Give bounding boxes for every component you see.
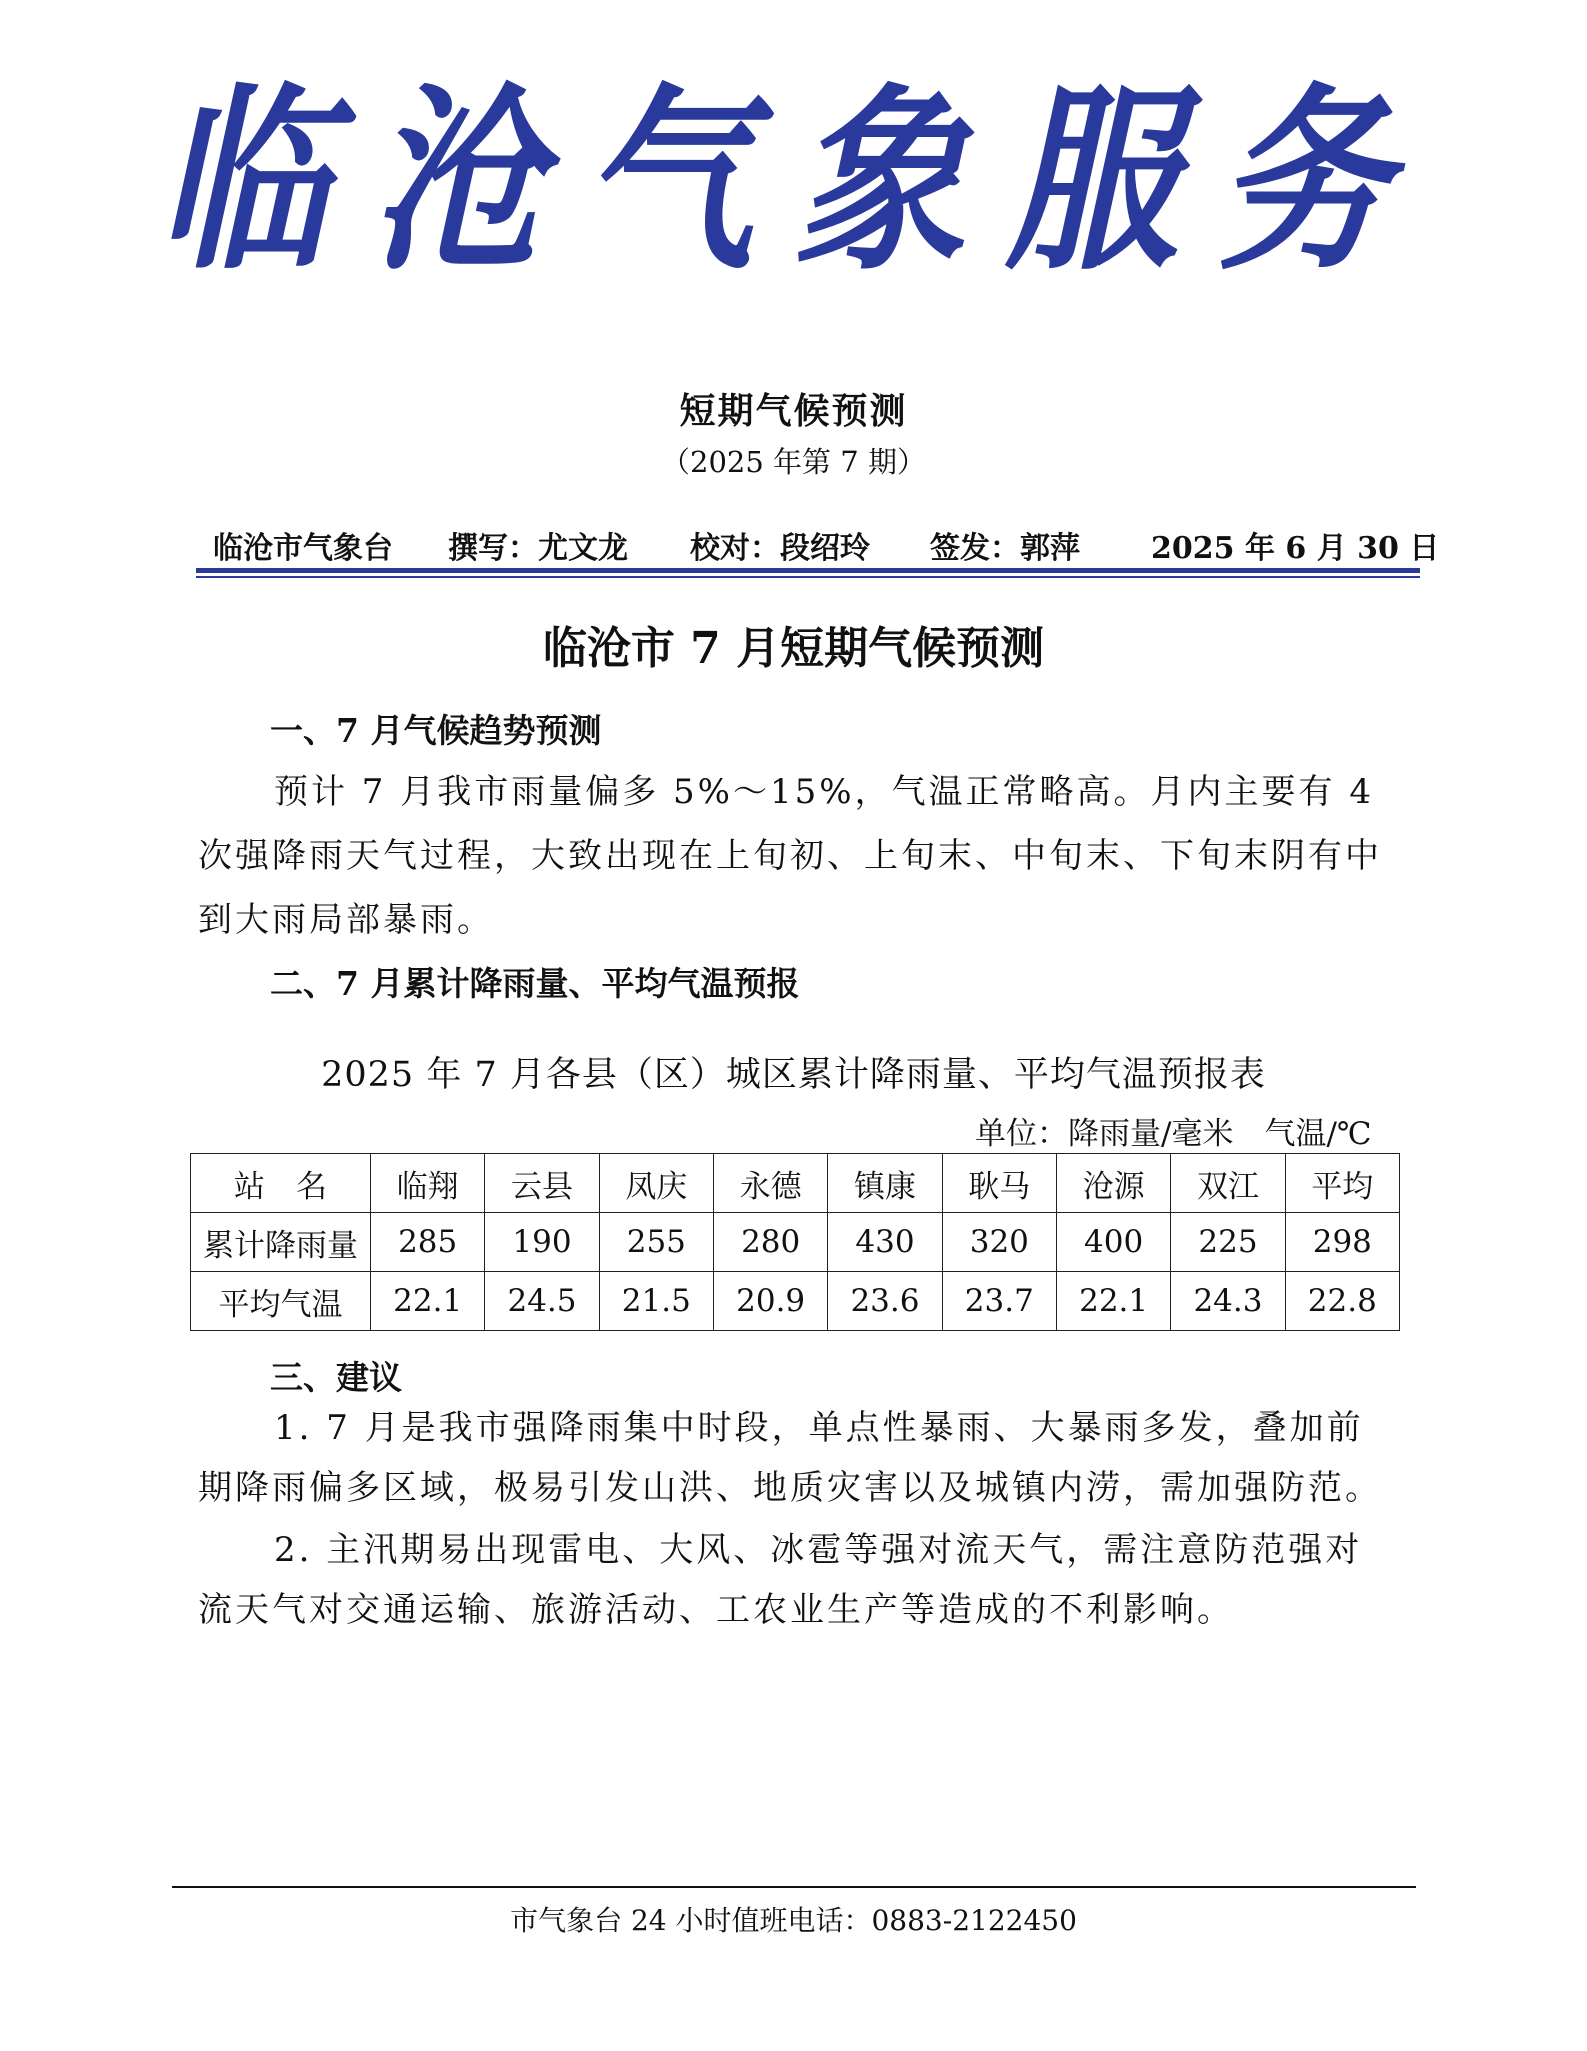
issue-number: （2025 年第 7 期） [661,445,926,479]
table-cell: 285 [371,1213,485,1272]
table-cell: 298 [1285,1213,1399,1272]
table-row-rainfall [191,1213,1400,1272]
table-cell: 225 [1171,1213,1285,1272]
section-1-title: 一、7 月气候趋势预测 [270,711,602,750]
issue-date: 2025 年 6 月 30 日 [1151,531,1440,566]
header-divider-thin [196,576,1420,578]
table-cell: 22.8 [1285,1272,1399,1331]
table-header-cell: 站 名 [191,1154,371,1213]
table-cell: 21.5 [599,1272,713,1331]
table-cell: 22.1 [371,1272,485,1331]
duty-phone-footer: 市气象台 24 小时值班电话：0883-2122450 [510,1904,1077,1937]
header-divider-thick [196,568,1420,573]
author: 撰写：尤文龙 [448,531,628,566]
table-header-cell: 平均 [1285,1154,1399,1213]
issuing-organization: 临沧市气象台 [213,531,393,566]
table-cell: 255 [599,1213,713,1272]
table-cell: 23.6 [828,1272,942,1331]
table-header-cell: 凤庆 [599,1154,713,1213]
table-header-cell: 耿马 [942,1154,1056,1213]
table-header-cell: 沧源 [1056,1154,1170,1213]
footer-divider [172,1886,1416,1888]
table-cell: 280 [713,1213,827,1272]
table-row-temperature [191,1272,1400,1331]
forecast-table [190,1153,1400,1331]
table-header-row [191,1154,1400,1213]
table-cell: 400 [1056,1213,1170,1272]
table-header-cell: 镇康 [828,1154,942,1213]
masthead-title: 临沧气象服务 [157,63,1430,298]
issuer: 签发：郭萍 [930,531,1080,566]
table-cell: 22.1 [1056,1272,1170,1331]
table-cell: 20.9 [713,1272,827,1331]
table-header-cell: 双江 [1171,1154,1285,1213]
table-header-cell: 临翔 [371,1154,485,1213]
table-unit-note: 单位：降雨量/毫米 气温/℃ [975,1116,1372,1152]
table-cell: 430 [828,1213,942,1272]
table-cell: 320 [942,1213,1056,1272]
document-subtitle: 短期气候预测 [679,390,908,432]
table-header-cell: 云县 [485,1154,599,1213]
table-header-cell: 永德 [713,1154,827,1213]
table-cell: 190 [485,1213,599,1272]
section-1-body: 预计 7 月我市雨量偏多 5%～15%，气温正常略高。月内主要有 4 次强降雨天气过程，大致出现在上旬初、上旬末、中旬末、下旬末阴有中到大雨局部暴雨。 [198,772,1382,940]
table-cell: 24.3 [1171,1272,1285,1331]
section-3-title: 三、建议 [270,1358,402,1397]
proofreader: 校对：段绍玲 [690,531,870,566]
table-row-label: 累计降雨量 [191,1213,371,1272]
advice-item-1: 1. 7 月是我市强降雨集中时段，单点性暴雨、大暴雨多发，叠加前期降雨偏多区域，极易引发山洪、地质灾害以及城镇内涝，需加强防范。 [198,1408,1382,1508]
table-row-label: 平均气温 [191,1272,371,1331]
section-2-title: 二、7 月累计降雨量、平均气温预报 [270,964,800,1003]
table-cell: 23.7 [942,1272,1056,1331]
table-cell: 24.5 [485,1272,599,1331]
page-title: 临沧市 7 月短期气候预测 [542,623,1045,674]
info-bar [213,523,1440,566]
advice-item-2: 2. 主汛期易出现雷电、大风、冰雹等强对流天气，需注意防范强对流天气对交通运输、旅游活动、工农业生产等造成的不利影响。 [198,1530,1363,1630]
table-caption: 2025 年 7 月各县（区）城区累计降雨量、平均气温预报表 [321,1055,1266,1095]
